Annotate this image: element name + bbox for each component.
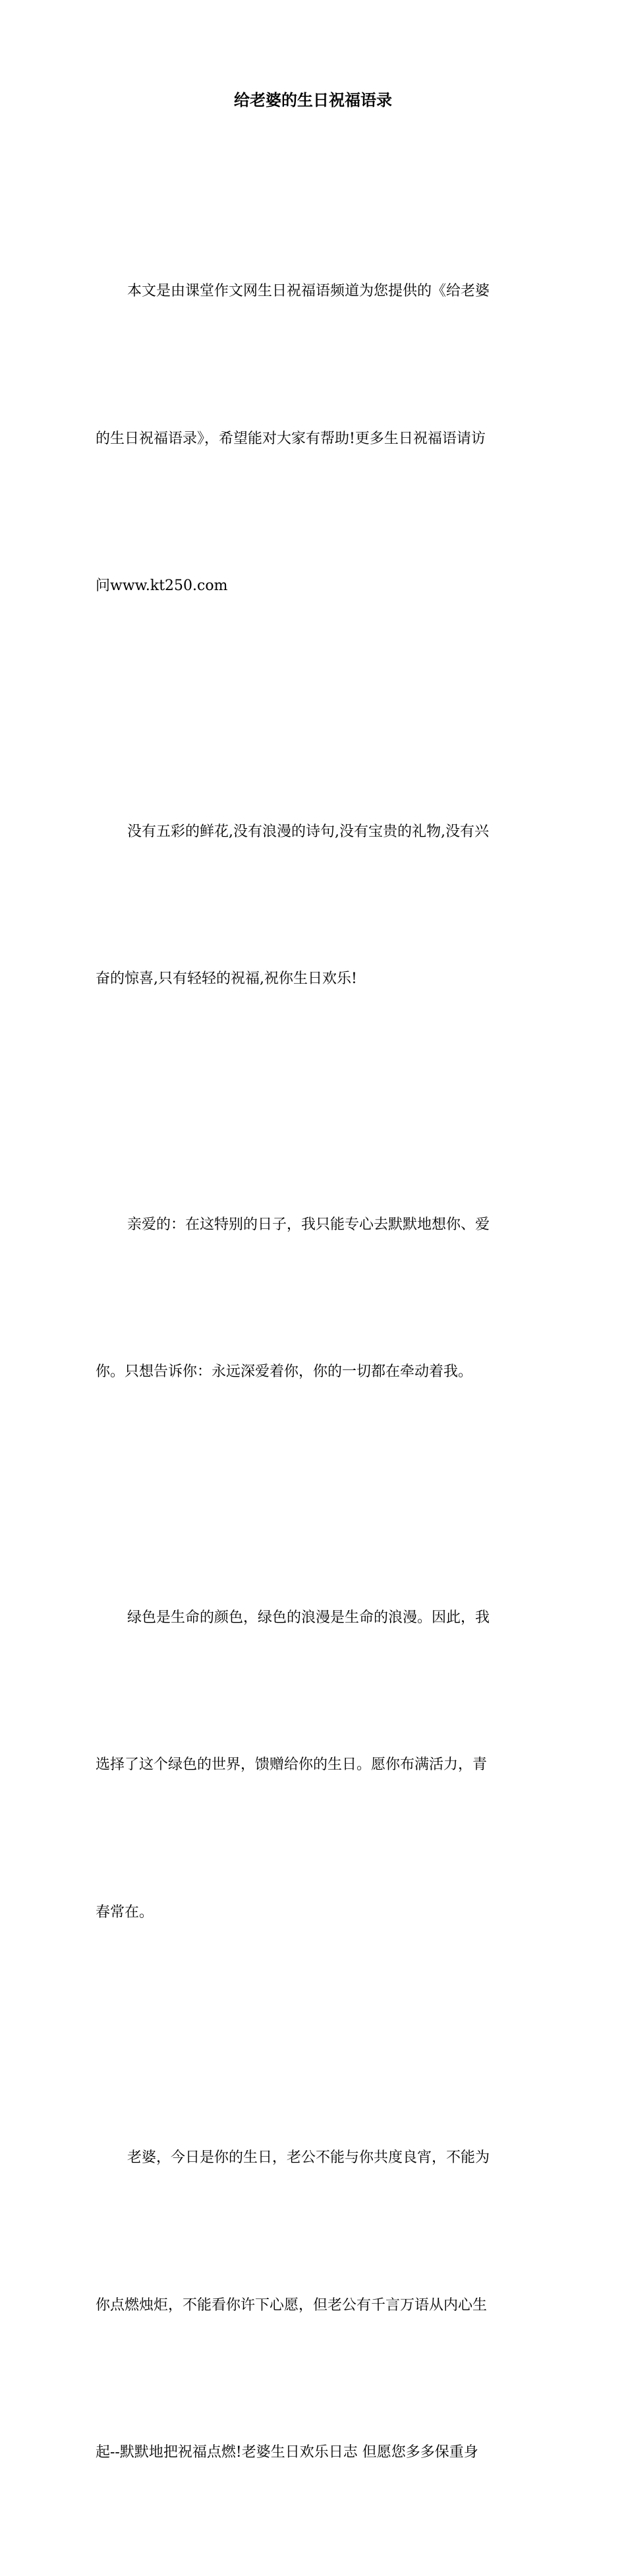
paragraph-2 — [96, 709, 530, 1102]
paragraph-line: 没有五彩的鲜花,没有浪漫的诗句,没有宝贵的礼物,没有兴 — [127, 823, 489, 840]
paragraph-line: 问www.kt250.com — [96, 578, 228, 594]
paragraph-3 — [96, 1102, 530, 1495]
paragraph-line: 春常在。 — [96, 1903, 154, 1921]
paragraph-line: 老婆，今日是你的生日，老公不能与你共度良宵，不能为 — [127, 2149, 490, 2166]
paragraph-line: 本文是由课堂作文网生日祝福语频道为您提供的《给老婆 — [127, 283, 490, 299]
paragraph-line: 选择了这个绿色的世界，馈赠给你的生日。愿你布满活力，青 — [96, 1756, 488, 1773]
paragraph-line: 起--默默地把祝福点燃!老婆生日欢乐日志 但愿您多多保重身 — [96, 2444, 478, 2461]
paragraph-intro — [96, 169, 530, 709]
document-title: 给老婆的生日祝福语录 — [234, 90, 392, 109]
paragraph-5 — [96, 2035, 530, 2576]
paragraph-line: 你点燃烛炬，不能看你许下心愿，但老公有千言万语从内心生 — [96, 2296, 488, 2314]
paragraph-4 — [96, 1495, 530, 2036]
paragraph-line: 的生日祝福语录》，希望能对大家有帮助!更多生日祝福语请访 — [96, 430, 486, 447]
paragraph-line: 绿色是生命的颜色，绿色的浪漫是生命的浪漫。因此，我 — [127, 1609, 490, 1626]
paragraph-line: 奋的惊喜,只有轻轻的祝福,祝你生日欢乐! — [96, 971, 357, 987]
paragraph-line: 你。只想告诉你：永远深爱着你，你的一切都在牵动着我。 — [96, 1363, 473, 1380]
paragraph-line: 亲爱的：在这特别的日子，我只能专心去默默地想你、爱 — [127, 1216, 490, 1233]
document-body — [96, 169, 530, 2576]
